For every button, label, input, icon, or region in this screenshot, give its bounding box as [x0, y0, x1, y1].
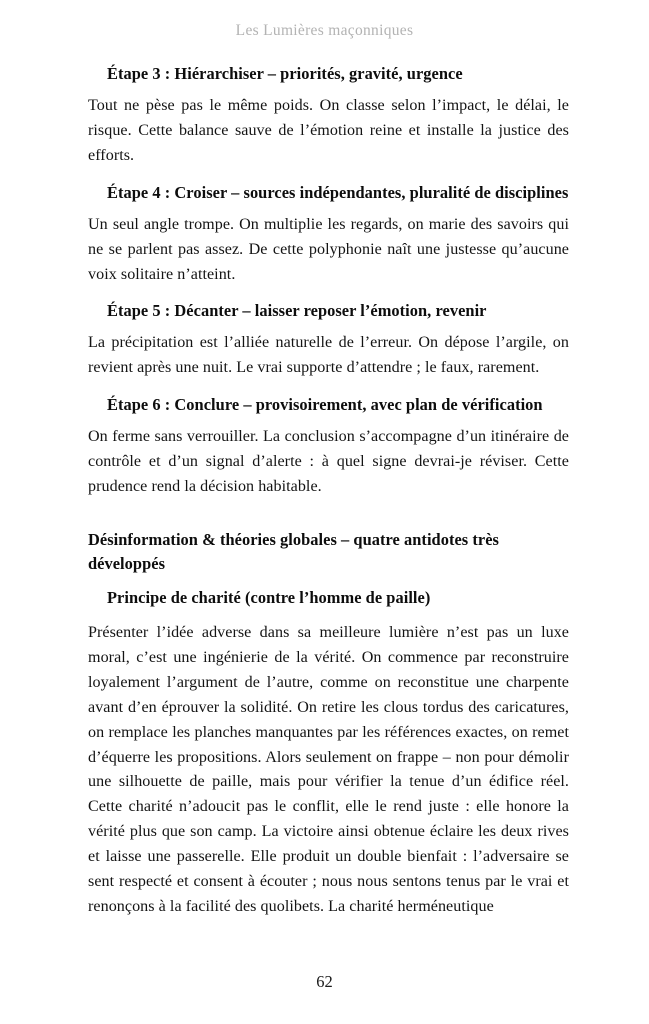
paragraph-principe-de-charite: Présenter l’idée adverse dans sa meilleure lumière n’est pas un luxe moral, c’est une ingénierie de la vérité. On commence par reconstruire loyalement l’argument de l’autre, comme on reconstitue une charpente avant d’en éprouver la solidité. On retire les clous tordus des caricatures, on remplace les planches manquantes par les références exactes, on remet d’équerre les propositions. Alors seulement on frappe – non pour démolir une silhouette de paille, mais pour vérifier la tenue d’un édifice réel. Cette charité n’adoucit pas le conflit, elle le rend juste : elle honore la vérité plus que son camp. La victoire ainsi obtenue éclaire les deux rives et laisse une passerelle. Elle produit un double bienfait : l’adversaire se sent respecté et consent à écouter ; nous nous sentons tenus par le vrai et renonçons à la facilité des quolibets. La charité herméneutique: [88, 623, 569, 915]
spacer: [88, 287, 569, 299]
paragraph-etape-3: Tout ne pèse pas le même poids. On classe selon l’impact, le délai, le risque. Cette balance sauve de l’émotion reine et installe la justice des efforts.: [88, 97, 569, 164]
spacer: [88, 610, 569, 621]
spacer: [88, 416, 569, 425]
spacer: [88, 322, 569, 331]
spacer: [88, 169, 569, 181]
spacer: [88, 85, 569, 94]
paragraph-etape-5: La précipitation est l’alliée naturelle de l’erreur. On dépose l’argile, on revient après une nuit. Le vrai supporte d’attendre ; le faux, rarement.: [88, 334, 569, 377]
heading-etape-6: Étape 6 : Conclure – provisoirement, avec plan de vérification: [107, 395, 543, 415]
spacer: [88, 500, 569, 528]
heading-subsection-principe-de-charite: Principe de charité (contre l’homme de paille): [107, 587, 431, 607]
spacer: [88, 381, 569, 393]
heading-section-desinformation: Désinformation & théories globales – quatre antidotes très développés: [88, 529, 499, 573]
paragraph-etape-6: On ferme sans verrouiller. La conclusion s’accompagne d’un itinéraire de contrôle et d’un signal d’alerte : à quel signe devrai-je réviser. Cette prudence rend la décision habitable.: [88, 428, 569, 496]
heading-etape-5: Étape 5 : Décanter – laisser reposer l’émotion, revenir: [107, 301, 487, 321]
heading-etape-4: Étape 4 : Croiser – sources indépendantes, pluralité de disciplines: [107, 182, 569, 202]
heading-etape-3: Étape 3 : Hiérarchiser – priorités, gravité, urgence: [107, 64, 463, 83]
spacer: [88, 576, 569, 586]
paragraph-etape-4: Un seul angle trompe. On multiplie les regards, on marie des savoirs qui ne se parlent pas assez. De cette polyphonie naît une justesse qu’aucune voix solitaire n’atteint.: [88, 215, 569, 283]
running-head: Les Lumières maçonniques: [235, 22, 414, 39]
spacer: [88, 204, 569, 213]
page-content-column: [88, 62, 569, 920]
page-number: 62: [316, 972, 333, 991]
